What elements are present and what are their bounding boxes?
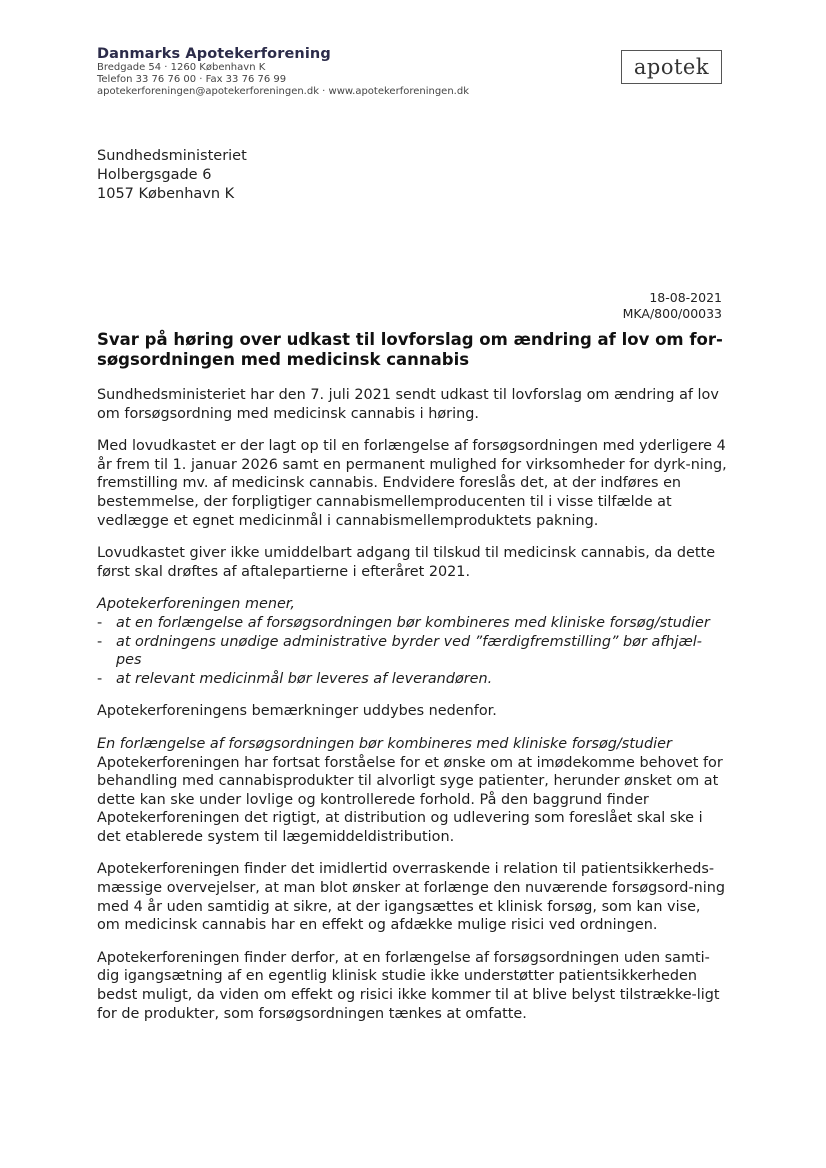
letter-meta xyxy=(623,290,722,322)
paragraph-subsidy: Lovudkastet giver ikke umiddelbart adgang til tilskud til medicinsk cannabis, da dette først skal drøftes af aftalepartierne i efteråret 2021. xyxy=(97,545,716,580)
org-address: Bredgade 54 · 1260 København K xyxy=(97,62,266,73)
paragraph-proposal: Med lovudkastet er der lagt op til en forlængelse af forsøgsordningen med yderligere 4 år frem til 1. januar 2026 samt en permanent mulighed for virksomheder for dyrk-ning, fremstilling mv. af medicinsk cannabis. Endvidere foreslås det, at der indføres en bestemmelse, der forpligtiger cannabismellemproducenten til i visse tilfælde at vedlægge et egnet medicinmål i cannabismellemproduktets pakning. xyxy=(97,438,727,529)
letter-title: Svar på høring over udkast til lovforslag om ændring af lov om for-søgsordningen med medicinsk cannabis xyxy=(97,330,723,369)
org-phone: Telefon 33 76 76 00 · Fax 33 76 76 99 xyxy=(97,74,287,85)
recipient-address xyxy=(97,147,247,204)
paragraph-remarks: Apotekerforeningens bemærkninger uddybes nedenfor. xyxy=(97,703,497,720)
org-name: Danmarks Apotekerforening xyxy=(97,46,331,62)
list-item: - at en forlængelse af forsøgsordningen bør kombineres med kliniske forsøg/studier xyxy=(97,614,727,633)
paragraph-intro: Sundhedsministeriet har den 7. juli 2021 sendt udkast til lovforslag om ændring af lov om forsøgsordning med medicinsk cannabis i høring. xyxy=(97,387,719,422)
section-heading: En forlængelse af forsøgsordningen bør kombineres med kliniske forsøg/studier xyxy=(97,735,672,752)
list-item: - at ordningens unødige administrative byrder ved ”færdigfremstilling” bør afhjæl-pes xyxy=(97,633,727,670)
opinion-list xyxy=(97,614,727,688)
recipient-city: 1057 København K xyxy=(97,186,235,202)
letterhead xyxy=(97,46,469,98)
org-contact: apotekerforeningen@apotekerforeningen.dk · www.apotekerforeningen.dk xyxy=(97,86,469,97)
apotek-logo: apotek xyxy=(621,50,722,84)
paragraph-surprising: Apotekerforeningen finder det imidlertid overraskende i relation til patientsikkerheds-mæssige overvejelser, at man blot ønsker at forlænge den nuværende forsøgsord-ning med 4 år uden samtidig at sikre, at der igangsættes et klinisk forsøg, som kan vise, om medicinsk cannabis har en effekt og afdække mulige risici ved ordningen. xyxy=(97,861,725,934)
letter-body xyxy=(97,386,727,1037)
recipient-street: Holbergsgade 6 xyxy=(97,167,212,183)
letter-date: 18-08-2021 xyxy=(649,290,722,305)
recipient-name: Sundhedsministeriet xyxy=(97,148,247,164)
paragraph-understanding: Apotekerforeningen har fortsat forståelse for et ønske om at imødekomme behovet for behandling med cannabisprodukter til alvorligt syge patienter, herunder ønsket om at dette kan ske under lovlige og kontrollerede forhold. På den baggrund finder Apotekerforeningen det rigtigt, at distribution og udlevering som foreslået skal ske i det etablerede system til lægemiddeldistribution. xyxy=(97,754,723,845)
list-item: - at relevant medicinmål bør leveres af leverandøren. xyxy=(97,670,727,689)
paragraph-conclusion: Apotekerforeningen finder derfor, at en forlængelse af forsøgsordningen uden samti-dig igangsætning af en egentlig klinisk studie ikke understøtter patientsikkerheden bedst muligt, da viden om effekt og risici ikke kommer til at blive belyst tilstrække-ligt for de produkter, som forsøgsordningen tænkes at omfatte. xyxy=(97,949,720,1022)
opinion-intro: Apotekerforeningen mener, xyxy=(97,596,295,613)
letter-reference: MKA/800/00033 xyxy=(622,306,722,321)
